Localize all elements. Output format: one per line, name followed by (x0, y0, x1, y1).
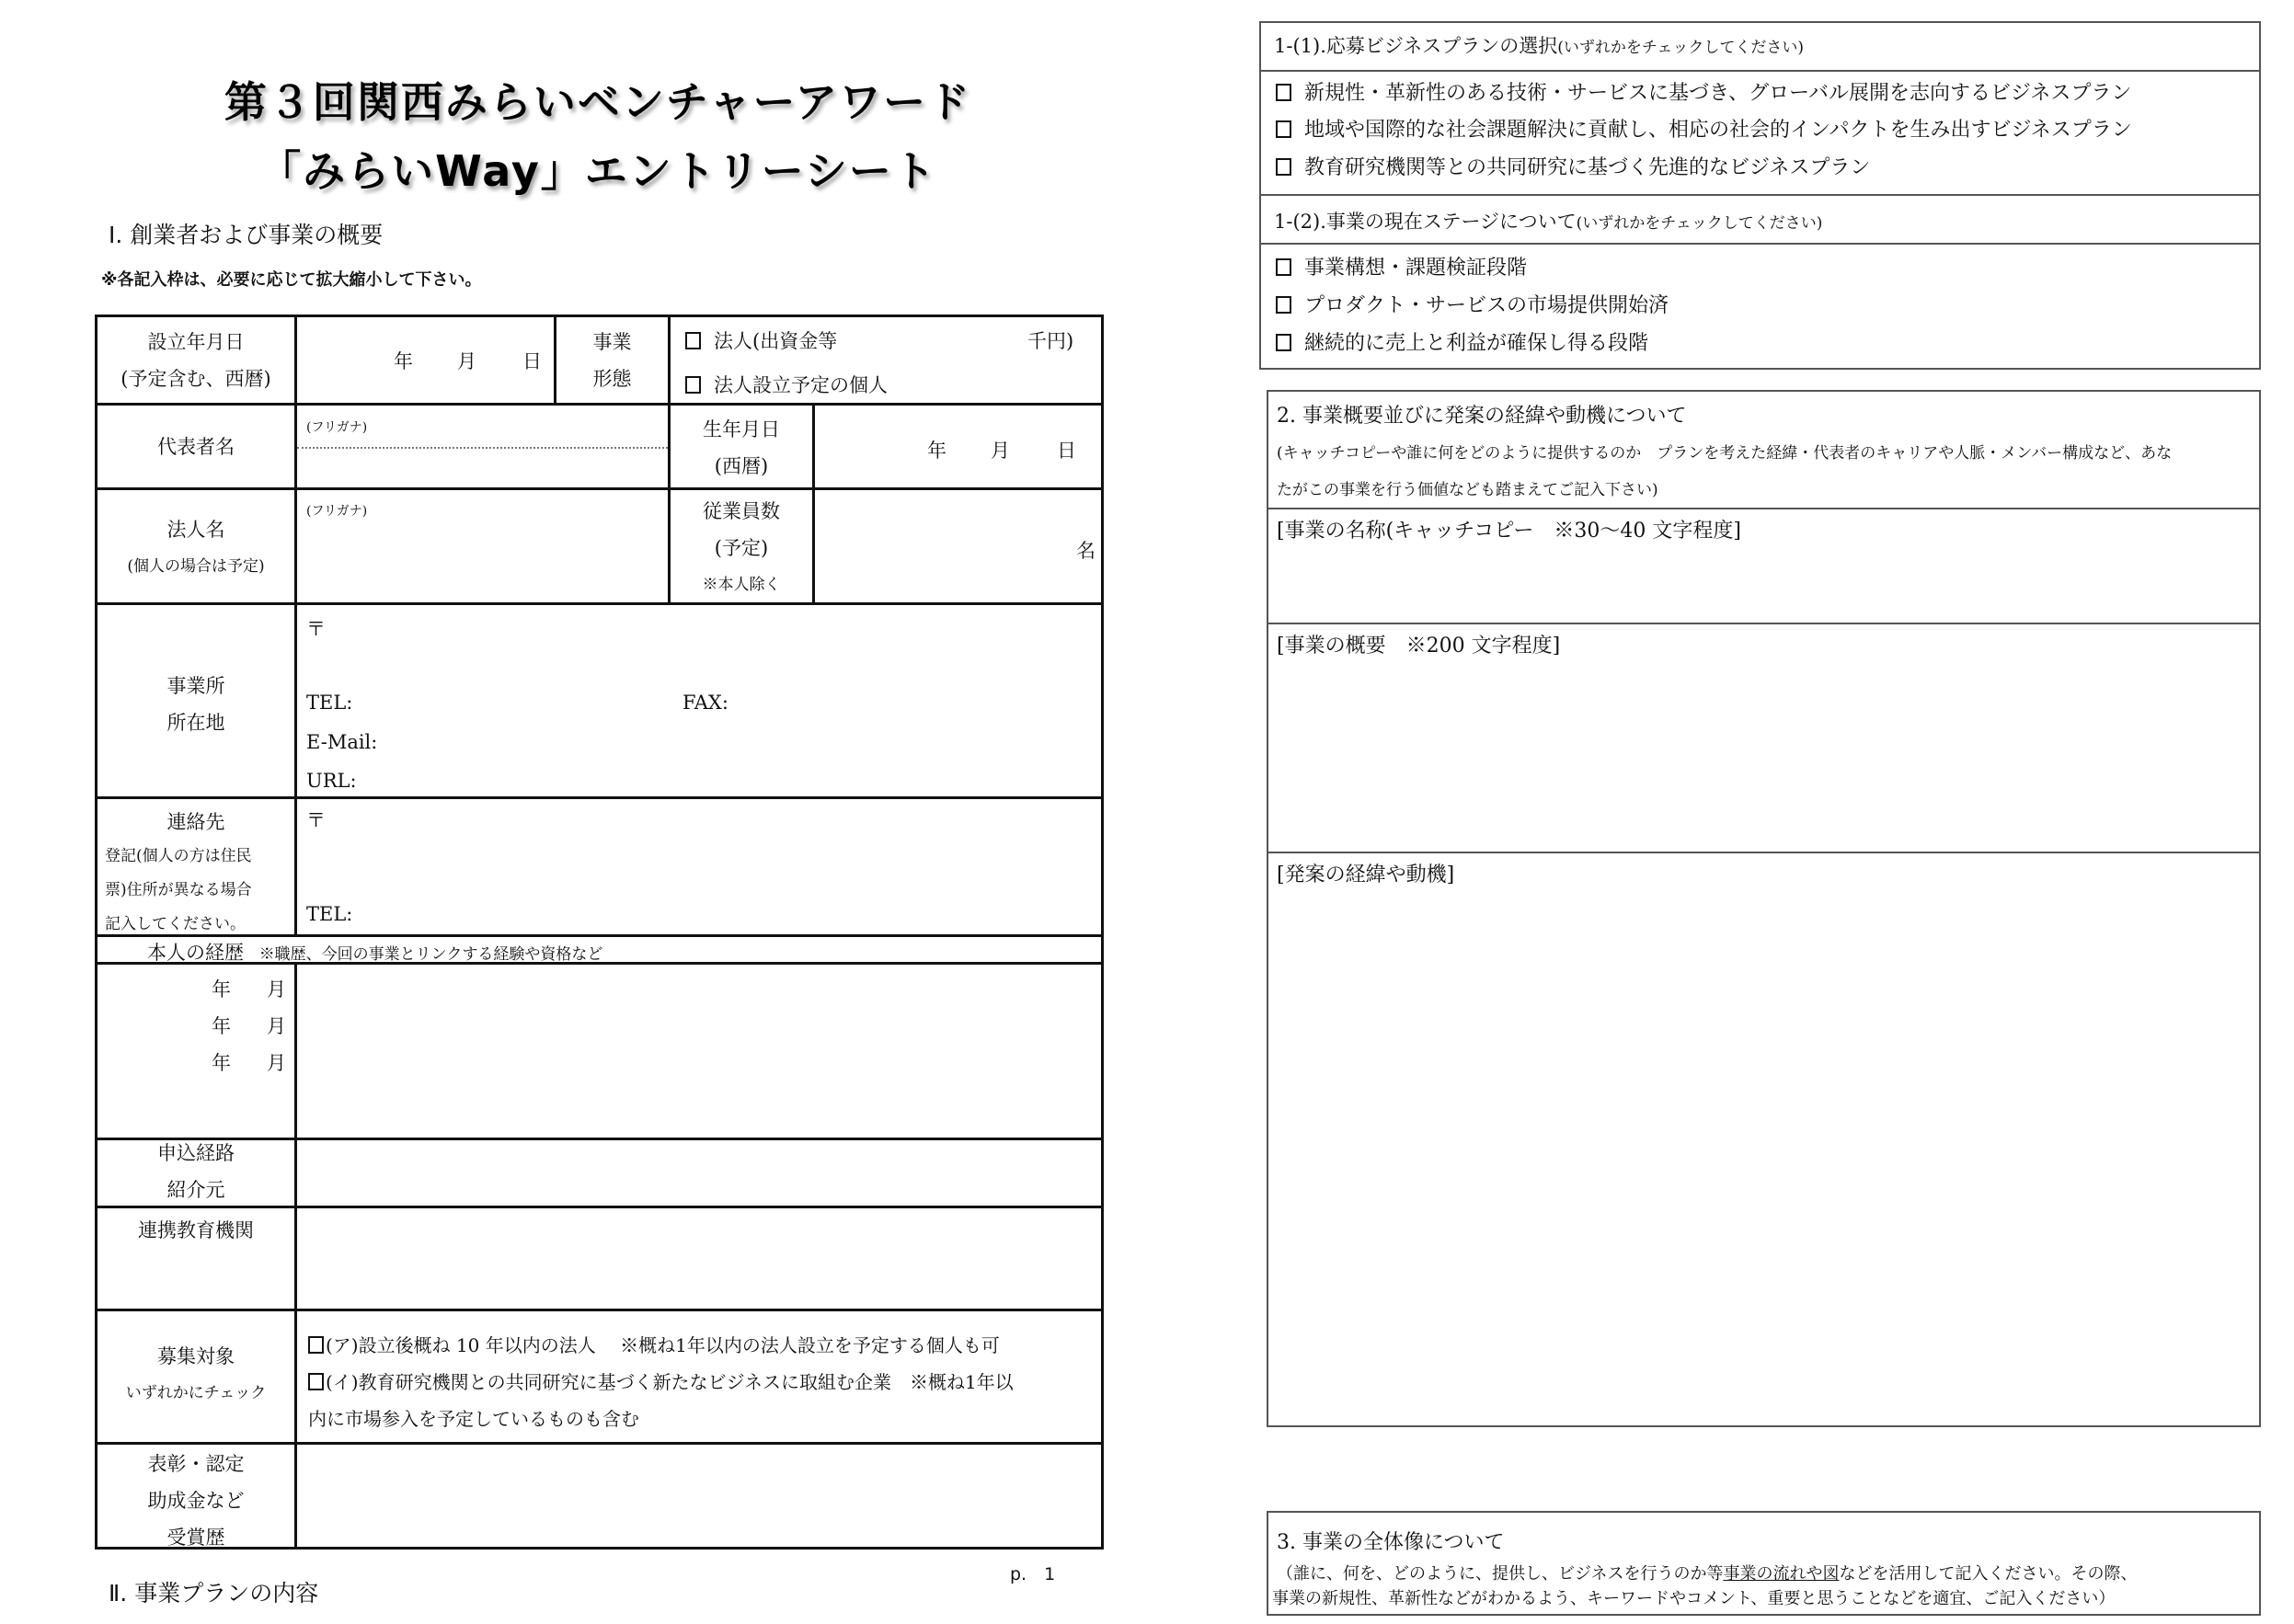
office-fax-label: FAX: (682, 692, 728, 714)
plan-option[interactable]: 教育研究機関等との共同研究に基づく先進的なビジネスプラン (1276, 152, 1870, 180)
motive-label: [発案の経緯や動機] (1277, 863, 1455, 886)
stage-option[interactable]: 継続的に売上と利益が確保し得る段階 (1276, 327, 1648, 356)
office-email-label: E-Mail: (306, 731, 378, 753)
target-label: 募集対象 いずれかにチェック (125, 1345, 267, 1402)
business-form-option-individual[interactable]: 法人設立予定の個人 (685, 371, 888, 398)
referral-input[interactable] (297, 1140, 1101, 1206)
target-option-b[interactable]: (イ)教育研究機関との共同研究に基づく新たなビジネスに取組む企業 ※概ね1年以 (308, 1367, 1014, 1394)
representative-furigana-label: (フリガナ) (306, 420, 368, 435)
resize-note: ※各記入枠は、必要に応じて拡大縮小して下さい。 (101, 270, 482, 290)
career-row-year: 年 (212, 978, 231, 1001)
divider (1267, 623, 2261, 624)
office-tel-label: TEL: (306, 692, 353, 714)
founding-date-input[interactable] (297, 317, 553, 403)
career-row-month: 月 (267, 1015, 286, 1037)
section1-heading: Ⅰ. 創業者および事業の概要 (109, 222, 384, 248)
checkbox[interactable] (1276, 120, 1291, 138)
corporation-name-input[interactable] (297, 490, 668, 602)
referral-label: 申込経路 紹介元 (157, 1142, 235, 1201)
page-title-line1: 第３回関西みらいベンチャーアワード (224, 77, 972, 127)
section2-heading: Ⅱ. 事業プランの内容 (109, 1580, 319, 1607)
big-picture-heading: 3. 事業の全体像について (1277, 1531, 1505, 1554)
awards-input[interactable] (297, 1445, 1101, 1547)
business-form-option-corporation[interactable]: 法人(出資金等 (685, 326, 837, 354)
corporation-furigana-label: (フリガナ) (306, 504, 368, 519)
birth-day-label: 日 (1057, 440, 1076, 462)
checkbox[interactable] (1276, 334, 1291, 351)
office-label: 事業所 所在地 (166, 675, 225, 734)
capital-unit-label: 千円) (1027, 330, 1074, 352)
stage-option[interactable]: 事業構想・課題検証段階 (1276, 252, 1527, 280)
birth-year-label: 年 (927, 440, 946, 462)
career-row-year: 年 (212, 1015, 231, 1037)
founding-day-label: 日 (522, 350, 542, 372)
checkbox[interactable] (685, 376, 701, 394)
overview-description-line2: たがこの事業を行う価値なども踏まえてご記入下さい) (1277, 481, 1658, 499)
checkbox[interactable] (685, 332, 701, 349)
divider (1267, 852, 2261, 853)
checkbox[interactable] (1276, 158, 1291, 176)
employees-input[interactable] (815, 490, 1101, 602)
divider (1267, 508, 2261, 509)
employees-label: 従業員数 (予定) ※本人除く (702, 500, 781, 594)
contact-postal-label: 〒 (306, 809, 326, 831)
career-row-year: 年 (212, 1052, 231, 1074)
office-address-input[interactable] (331, 607, 1101, 671)
founding-month-label: 月 (457, 350, 476, 372)
awards-label: 表彰・認定 助成金など 受賞歴 (147, 1453, 245, 1549)
birth-date-input[interactable] (815, 406, 1101, 487)
checkbox[interactable] (1276, 84, 1291, 101)
office-url-label: URL: (306, 770, 357, 792)
career-input[interactable] (297, 965, 1101, 1138)
corporation-label: 法人名 (個人の場合は予定) (127, 519, 265, 576)
representative-name-input[interactable] (297, 449, 668, 487)
motive-input[interactable] (1269, 892, 2258, 1424)
plan-option[interactable]: 新規性・革新性のある技術・サービスに基づき、グローバル展開を志向するビジネスプラン (1276, 77, 2131, 106)
birth-month-label: 月 (991, 440, 1010, 462)
business-name-input[interactable] (1269, 547, 2258, 621)
founding-year-label: 年 (394, 350, 413, 372)
career-row-month: 月 (267, 1052, 286, 1074)
overview-description-line1: (キャッチコピーや誰に何をどのように提供するのか プランを考えた経緯・代表者のキャリアや人脈・メンバー構成など、あな (1277, 444, 2173, 463)
contact-label: 連絡先 登記(個人の方は住民 票)住所が異なる場合 記入してください。 (105, 811, 252, 933)
checkbox[interactable] (308, 1336, 324, 1354)
business-form-label: 事業 形態 (592, 331, 632, 390)
divider (1259, 243, 2261, 245)
overview-heading: 2. 事業概要並びに発案の経緯や動機について (1277, 405, 1687, 428)
plan-selection-heading: 1-(1).応募ビジネスプランの選択(いずれかをチェックしてください) (1274, 35, 1805, 57)
big-picture-description-line2: 事業の新規性、革新性などがわかるよう、キーワードやコメント、重要と思うことなどを適宜、ご記入ください） (1272, 1589, 2116, 1608)
business-summary-input[interactable] (1269, 662, 2258, 850)
stage-heading: 1-(2).事業の現在ステージについて(いずれかをチェックしてください) (1274, 211, 1823, 233)
representative-furigana-input[interactable] (297, 406, 668, 446)
partner-institution-input[interactable] (297, 1208, 1101, 1309)
checkbox[interactable] (1276, 296, 1291, 314)
checkbox[interactable] (308, 1373, 324, 1390)
divider (1259, 70, 2261, 72)
stage-option[interactable]: プロダクト・サービスの市場提供開始済 (1276, 290, 1669, 318)
target-option-a[interactable]: (ア)設立後概ね 10 年以内の法人 ※概ね1年以内の法人設立を予定する個人も可 (308, 1331, 1000, 1357)
target-option-b-cont: 内に市場参入を予定しているものも含む (308, 1408, 639, 1430)
office-postal-label: 〒 (306, 618, 326, 640)
contact-tel-label: TEL: (306, 903, 353, 925)
career-row-month: 月 (267, 978, 286, 1001)
row-divider (95, 602, 1104, 605)
employees-unit-label: 名 (1076, 540, 1095, 562)
representative-label: 代表者名 (157, 436, 235, 458)
partner-institution-label: 連携教育機関 (138, 1219, 254, 1241)
career-header: 本人の経歴 ※職歴、今回の事業とリンクする経験や資格など (147, 942, 603, 964)
row-divider (95, 796, 1104, 799)
business-name-label: [事業の名称(キャッチコピー ※30～40 文字程度] (1277, 520, 1741, 543)
founding-date-label: 設立年月日 (予定含む、西暦) (120, 331, 271, 390)
big-picture-description-line1: （誰に、何を、どのように、提供し、ビジネスを行うのか等事業の流れや図などを活用して記入ください。その際、 (1277, 1564, 2138, 1584)
contact-address-input[interactable] (331, 800, 1101, 892)
page-title-line2: 「みらいWay」エントリーシート (258, 146, 937, 196)
page-number: p. 1 (1010, 1564, 1056, 1584)
checkbox[interactable] (1276, 258, 1291, 276)
row-divider (95, 1309, 1104, 1311)
divider (1259, 194, 2261, 196)
business-summary-label: [事業の概要 ※200 文字程度] (1277, 635, 1561, 658)
plan-option[interactable]: 地域や国際的な社会課題解決に貢献し、相応の社会的インパクトを生み出すビジネスプラン (1276, 114, 2132, 143)
birth-date-label: 生年月日 (西暦) (703, 418, 780, 477)
